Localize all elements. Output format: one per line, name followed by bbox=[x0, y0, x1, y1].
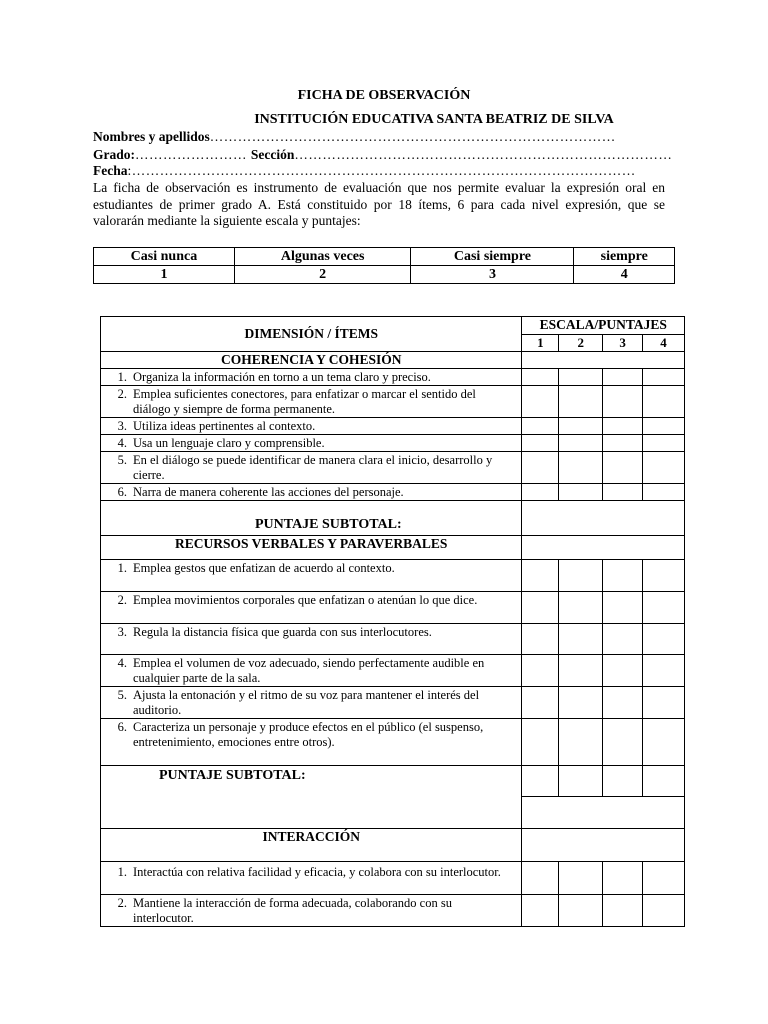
score-cell[interactable] bbox=[522, 560, 559, 592]
score-cell[interactable] bbox=[522, 719, 559, 766]
score-cell[interactable] bbox=[603, 862, 643, 895]
scale-table bbox=[93, 247, 675, 284]
scale-label: Casi nunca bbox=[94, 248, 235, 266]
institution-name: INSTITUCIÓN EDUCATIVA SANTA BEATRIZ DE SILVA bbox=[254, 112, 614, 127]
dimension-header: DIMENSIÓN / ÍTEMS bbox=[101, 317, 522, 352]
score-cell[interactable] bbox=[643, 624, 685, 655]
item-number: 5. bbox=[117, 688, 127, 702]
item-text: Usa un lenguaje claro y comprensible. bbox=[133, 436, 325, 450]
score-cell[interactable] bbox=[559, 895, 603, 927]
score-cell[interactable] bbox=[603, 484, 643, 501]
subtotal-label: PUNTAJE SUBTOTAL: bbox=[101, 766, 522, 829]
section-score-blank bbox=[522, 829, 685, 862]
item-row bbox=[101, 452, 522, 484]
date-dots: :……………………………………………………………………………………………… bbox=[127, 163, 636, 178]
item-number: 1. bbox=[117, 561, 127, 575]
subtotal-cell[interactable] bbox=[522, 797, 685, 829]
score-cell[interactable] bbox=[559, 369, 603, 386]
item-number: 1. bbox=[117, 865, 127, 879]
score-cell[interactable] bbox=[643, 719, 685, 766]
score-cell[interactable] bbox=[643, 418, 685, 435]
item-number: 3. bbox=[117, 419, 127, 433]
grade-section-field[interactable] bbox=[93, 147, 672, 163]
col-4: 4 bbox=[643, 335, 685, 352]
date-field[interactable] bbox=[93, 163, 636, 179]
item-text: Emplea el volumen de voz adecuado, siendo perfectamente audible en cualquier parte de la sala. bbox=[133, 656, 485, 685]
item-text: Utiliza ideas pertinentes al contexto. bbox=[133, 419, 316, 433]
item-text: Regula la distancia física que guarda con sus interlocutores. bbox=[133, 625, 432, 639]
document-title: FICHA DE OBSERVACIÓN bbox=[297, 88, 471, 103]
score-cell[interactable] bbox=[643, 862, 685, 895]
section-label: Sección bbox=[250, 147, 295, 162]
score-cell[interactable] bbox=[559, 624, 603, 655]
score-cell[interactable] bbox=[603, 418, 643, 435]
scale-value: 1 bbox=[94, 266, 235, 284]
item-number: 1. bbox=[117, 370, 127, 384]
score-cell[interactable] bbox=[522, 624, 559, 655]
col-1: 1 bbox=[522, 335, 559, 352]
item-number: 4. bbox=[117, 436, 127, 450]
item-row bbox=[101, 719, 522, 766]
item-number: 6. bbox=[117, 485, 127, 499]
score-cell[interactable] bbox=[522, 452, 559, 484]
score-cell[interactable] bbox=[643, 655, 685, 687]
item-row bbox=[101, 386, 522, 418]
item-row bbox=[101, 624, 522, 655]
score-cell[interactable] bbox=[559, 484, 603, 501]
score-cell[interactable] bbox=[643, 484, 685, 501]
observation-table bbox=[100, 316, 685, 927]
item-text: Interactúa con relativa facilidad y eficacia, y colabora con su interlocutor. bbox=[133, 865, 501, 879]
item-row bbox=[101, 369, 522, 386]
section-score-blank bbox=[522, 352, 685, 369]
section-title: INTERACCIÓN bbox=[101, 829, 522, 862]
names-dots: …………………………………………………………………………… bbox=[209, 129, 616, 144]
intro-paragraph: La ficha de observación es instrumento de evaluación que nos permite evaluar la expresión oral en estudiantes de primer grado A. Está constituido por 18 ítems, 6 para cada nivel expresión, que se valorarán mediante la siguiente escala y puntajes: bbox=[93, 180, 665, 228]
col-3: 3 bbox=[603, 335, 643, 352]
item-text: Organiza la información en torno a un tema claro y preciso. bbox=[133, 370, 431, 384]
score-cell[interactable] bbox=[522, 386, 559, 418]
score-cell[interactable] bbox=[559, 418, 603, 435]
item-number: 2. bbox=[117, 387, 127, 401]
score-cell[interactable] bbox=[522, 862, 559, 895]
score-cell[interactable] bbox=[643, 766, 685, 797]
score-cell[interactable] bbox=[603, 386, 643, 418]
item-row bbox=[101, 895, 522, 927]
score-cell[interactable] bbox=[559, 560, 603, 592]
subtotal-label: PUNTAJE SUBTOTAL: bbox=[101, 501, 522, 536]
score-cell[interactable] bbox=[603, 895, 643, 927]
names-field[interactable] bbox=[93, 129, 616, 145]
scale-label: Algunas veces bbox=[234, 248, 411, 266]
item-number: 2. bbox=[117, 593, 127, 607]
scale-label: Casi siempre bbox=[411, 248, 574, 266]
score-cell[interactable] bbox=[559, 862, 603, 895]
section-title: COHERENCIA Y COHESIÓN bbox=[101, 352, 522, 369]
section-title: RECURSOS VERBALES Y PARAVERBALES bbox=[101, 536, 522, 560]
score-cell[interactable] bbox=[559, 592, 603, 624]
item-row bbox=[101, 592, 522, 624]
item-number: 2. bbox=[117, 896, 127, 910]
score-cell[interactable] bbox=[559, 435, 603, 452]
item-text: Mantiene la interacción de forma adecuada, colaborando con su interlocutor. bbox=[133, 896, 452, 925]
date-label: Fecha bbox=[93, 163, 128, 178]
subtotal-cell[interactable] bbox=[522, 501, 685, 536]
score-cell[interactable] bbox=[643, 687, 685, 719]
scale-value: 3 bbox=[411, 266, 574, 284]
score-cell[interactable] bbox=[559, 719, 603, 766]
score-cell[interactable] bbox=[643, 592, 685, 624]
score-cell[interactable] bbox=[603, 687, 643, 719]
names-label: Nombres y apellidos bbox=[93, 129, 210, 144]
item-row bbox=[101, 435, 522, 452]
score-cell[interactable] bbox=[603, 560, 643, 592]
item-text: En el diálogo se puede identificar de manera clara el inicio, desarrollo y cierre. bbox=[133, 453, 493, 482]
grade-label: Grado: bbox=[93, 147, 135, 162]
section-score-blank bbox=[522, 536, 685, 560]
score-cell[interactable] bbox=[603, 766, 643, 797]
item-row bbox=[101, 484, 522, 501]
score-cell[interactable] bbox=[522, 369, 559, 386]
item-text: Ajusta la entonación y el ritmo de su voz para mantener el interés del auditorio. bbox=[133, 688, 480, 717]
scale-value: 2 bbox=[234, 266, 411, 284]
score-cell[interactable] bbox=[643, 895, 685, 927]
score-cell[interactable] bbox=[643, 435, 685, 452]
item-row bbox=[101, 655, 522, 687]
score-cell[interactable] bbox=[522, 484, 559, 501]
scale-header: ESCALA/PUNTAJES bbox=[522, 317, 685, 335]
item-row bbox=[101, 418, 522, 435]
item-text: Emplea gestos que enfatizan de acuerdo al contexto. bbox=[133, 561, 395, 575]
score-cell[interactable] bbox=[603, 719, 643, 766]
score-cell[interactable] bbox=[643, 369, 685, 386]
item-text: Emplea movimientos corporales que enfatizan o atenúan lo que dice. bbox=[133, 593, 478, 607]
col-2: 2 bbox=[559, 335, 603, 352]
item-number: 4. bbox=[117, 656, 127, 670]
score-cell[interactable] bbox=[643, 560, 685, 592]
score-cell[interactable] bbox=[559, 386, 603, 418]
score-cell[interactable] bbox=[603, 624, 643, 655]
score-cell[interactable] bbox=[643, 452, 685, 484]
score-cell[interactable] bbox=[603, 369, 643, 386]
score-cell[interactable] bbox=[522, 766, 559, 797]
score-cell[interactable] bbox=[522, 418, 559, 435]
item-text: Emplea suficientes conectores, para enfatizar o marcar el sentido del diálogo y siempre de forma permanente. bbox=[133, 387, 476, 416]
item-number: 3. bbox=[117, 625, 127, 639]
score-cell[interactable] bbox=[643, 386, 685, 418]
score-cell[interactable] bbox=[559, 452, 603, 484]
item-row bbox=[101, 560, 522, 592]
score-cell[interactable] bbox=[559, 766, 603, 797]
score-cell[interactable] bbox=[522, 592, 559, 624]
item-row bbox=[101, 687, 522, 719]
item-text: Caracteriza un personaje y produce efectos en el público (el suspenso, entretenimiento, emociones entre otros). bbox=[133, 720, 484, 749]
section-dots: ……………………………………………………………………… bbox=[294, 147, 673, 162]
score-cell[interactable] bbox=[522, 435, 559, 452]
score-cell[interactable] bbox=[522, 655, 559, 687]
item-row bbox=[101, 862, 522, 895]
item-text: Narra de manera coherente las acciones del personaje. bbox=[133, 485, 404, 499]
scale-value: 4 bbox=[574, 266, 675, 284]
score-cell[interactable] bbox=[522, 895, 559, 927]
grade-dots: …………………… bbox=[135, 147, 251, 162]
scale-label: siempre bbox=[574, 248, 675, 266]
score-cell[interactable] bbox=[603, 655, 643, 687]
score-cell[interactable] bbox=[603, 452, 643, 484]
score-cell[interactable] bbox=[603, 435, 643, 452]
score-cell[interactable] bbox=[559, 687, 603, 719]
score-cell[interactable] bbox=[603, 592, 643, 624]
item-number: 5. bbox=[117, 453, 127, 467]
score-cell[interactable] bbox=[559, 655, 603, 687]
score-cell[interactable] bbox=[522, 687, 559, 719]
item-number: 6. bbox=[117, 720, 127, 734]
